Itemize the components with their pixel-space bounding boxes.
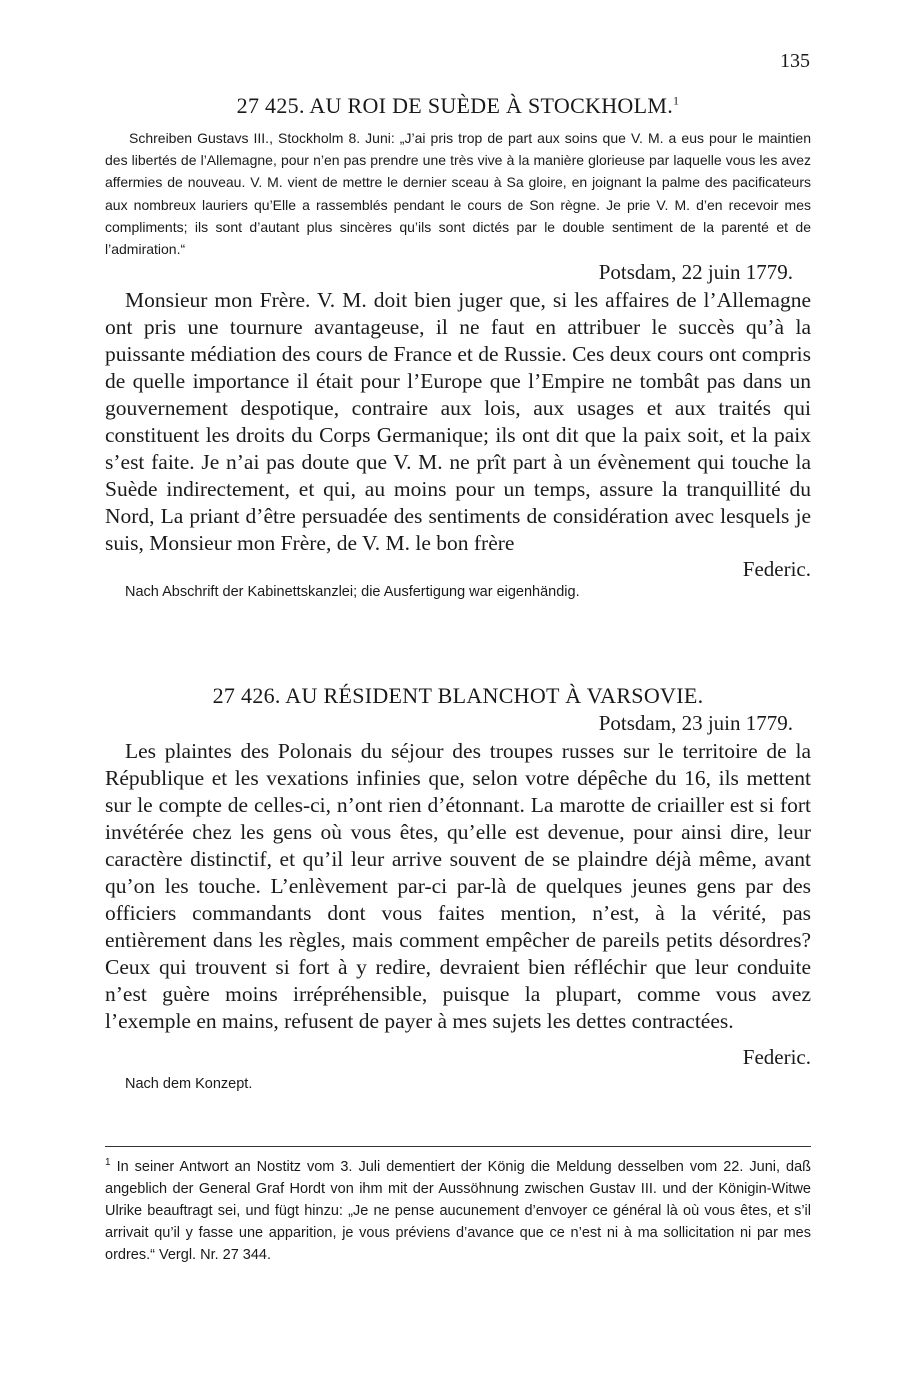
letter-signature: Federic.: [742, 557, 811, 582]
letter-date: Potsdam, 22 juin 1779.: [598, 260, 793, 285]
letter-27426: [105, 683, 811, 1092]
letter-title-text: 27 425. AU ROI DE SUÈDE À STOCKHOLM.: [236, 93, 674, 118]
letter-title: [105, 93, 811, 119]
footnote: [105, 1152, 811, 1266]
letter-body: Les plaintes des Polonais du séjour des troupes russes sur le territoire de la République et les vexations infinies que, selon votre dépêche du 16, ils mettent sur le compte de celles-ci, n’ont rien d’étonnant. La marotte de criailler est si fort invétérée chez les gens où vous êtes, qu’elle est devenue, pour ainsi dire, leur caractère distinctif, et qu’il leur arrive souvent de se plaindre déjà même, avant qu’on les touche. L’enlèvement par-ci par-là de quelques jeunes gens par des officiers commandants dont vous faites mention, n’est, à la vérité, pas entièrement dans les règles, mais comment empêcher de pareils petits désordres? Ceux qui trouvent si fort à y redire, devraient bien réfléchir que leur conduite n’est guère moins irrépréhensible, puisque la plupart, comme vous avez l’exemple en mains, refusent de payer à mes sujets les dettes contractées.: [105, 739, 811, 1033]
footnote-marker: 1: [105, 1157, 111, 1168]
page-number: 135: [780, 50, 810, 72]
letter-source: Nach Abschrift der Kabinettskanzlei; die Ausfertigung war eigenhändig.: [125, 584, 580, 601]
letter-body: Monsieur mon Frère. V. M. doit bien juger que, si les affaires de l’Allemagne ont pris une tournure avantageuse, il ne faut en attribuer le succès qu’à la puissante médiation des cours de France et de Russie. Ces deux cours ont compris de quelle importance il était pour l’Europe que l’Empire ne tombât pas dans un gouvernement despotique, contraire aux lois, aux usages et aux traités qui constituent les droits du Corps Germanique; ils ont dit que la paix soit, et la paix s’est faite. Je n’ai pas doute que V. M. ne prît part à un évènement qui touche la Suède indirectement, et qui, au moins pour un temps, assure la tranquillité du Nord, La priant d’être persuadée des sentiments de considération avec lesquels je suis, Monsieur mon Frère, de V. M. le bon frère: [105, 288, 811, 556]
letter-source: Nach dem Konzept.: [125, 1076, 253, 1092]
footnote-reference: 1: [673, 93, 680, 108]
footnote-text: In seiner Antwort an Nostitz vom 3. Juli dementiert der König die Meldung desselben vom 22. Juni, daß angeblich der General Graf Hordt von ihm mit der Aussöhnung zwischen Gustav III. und der Königin-Witwe Ulrike beauftragt sei, und fügt hinzu: „Je ne pense aucunement d’envoyer ce général là où vous êtes, et s’il arrivait qu’il y fasse une apparition, je vous préviens d’avance que ce n’est ni à ma sollicitation ni par mes ordres.“ Vergl. Nr. 27 344.: [105, 1158, 812, 1263]
letter-title: 27 426. AU RÉSIDENT BLANCHOT À VARSOVIE.: [212, 683, 704, 708]
letter-date: Potsdam, 23 juin 1779.: [598, 711, 793, 735]
letter-summary: [105, 127, 811, 260]
summary-text: Schreiben Gustavs III., Stockholm 8. Juni: „J’ai pris trop de part aux soins que V. M. a eus pour le maintien des libertés de l’Allemagne, pour n’en pas prendre une très vive à la manière glorieuse par laquelle vous les avez affermies de nouveau. V. M. vient de mettre le dernier sceau à Sa gloire, en joignant la palme des pacificateurs aux nombreux lauriers qu’Elle a rassemblés pendant le cours de Son règne. Je prie V. M. d’en recevoir mes compliments; ils sont d’autant plus sincères qu’ils sont dictés par le double sentiment de la parenté et de l’admiration.“: [105, 130, 811, 258]
letter-signature: Federic.: [742, 1045, 811, 1069]
letter-27425: [105, 93, 811, 600]
footnote-section: [105, 1152, 811, 1266]
footnote-divider: [105, 1146, 811, 1147]
